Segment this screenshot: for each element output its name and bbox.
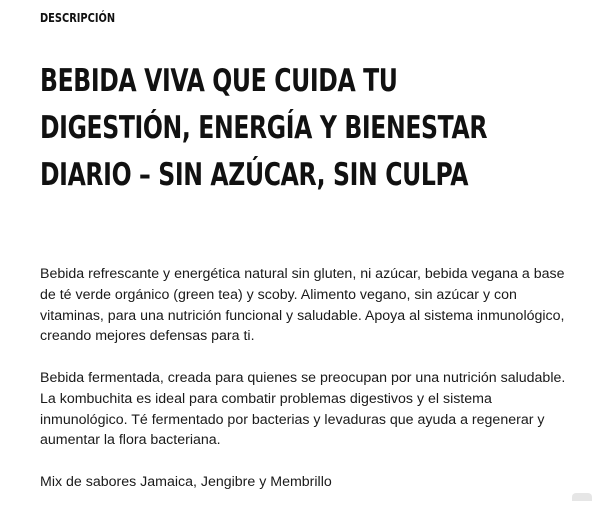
description-body bbox=[40, 264, 580, 514]
paragraph-fermented: Bebida fermentada, creada para quienes se preocupan por una nutrición saludable. La kombuchita es ideal para combatir problemas digestivos y el sistema inmunológico. Té fermentado por bacterias y levaduras que ayuda a regenerar y aumentar la flora bacteriana. bbox=[40, 369, 566, 449]
scroll-edge-indicator bbox=[572, 493, 592, 501]
product-headline: BEBIDA VIVA QUE CUIDA TU DIGESTIÓN, ENERGÍA Y BIENESTAR DIARIO – SIN AZÚCAR, SIN CULPA bbox=[40, 63, 488, 193]
paragraph-intro: Bebida refrescante y energética natural sin gluten, ni azúcar, bebida vegana a base de té verde orgánico (green tea) y scoby. Alimento vegano, sin azúcar y con vitaminas, para una nutrición funcional y saludable. Apoya al sistema inmunológico, creando mejores defensas para ti. bbox=[40, 266, 565, 345]
section-label: DESCRIPCIÓN bbox=[40, 11, 116, 25]
description-section bbox=[40, 10, 580, 199]
paragraph-flavors: Mix de sabores Jamaica, Jengibre y Membrillo bbox=[40, 473, 332, 490]
